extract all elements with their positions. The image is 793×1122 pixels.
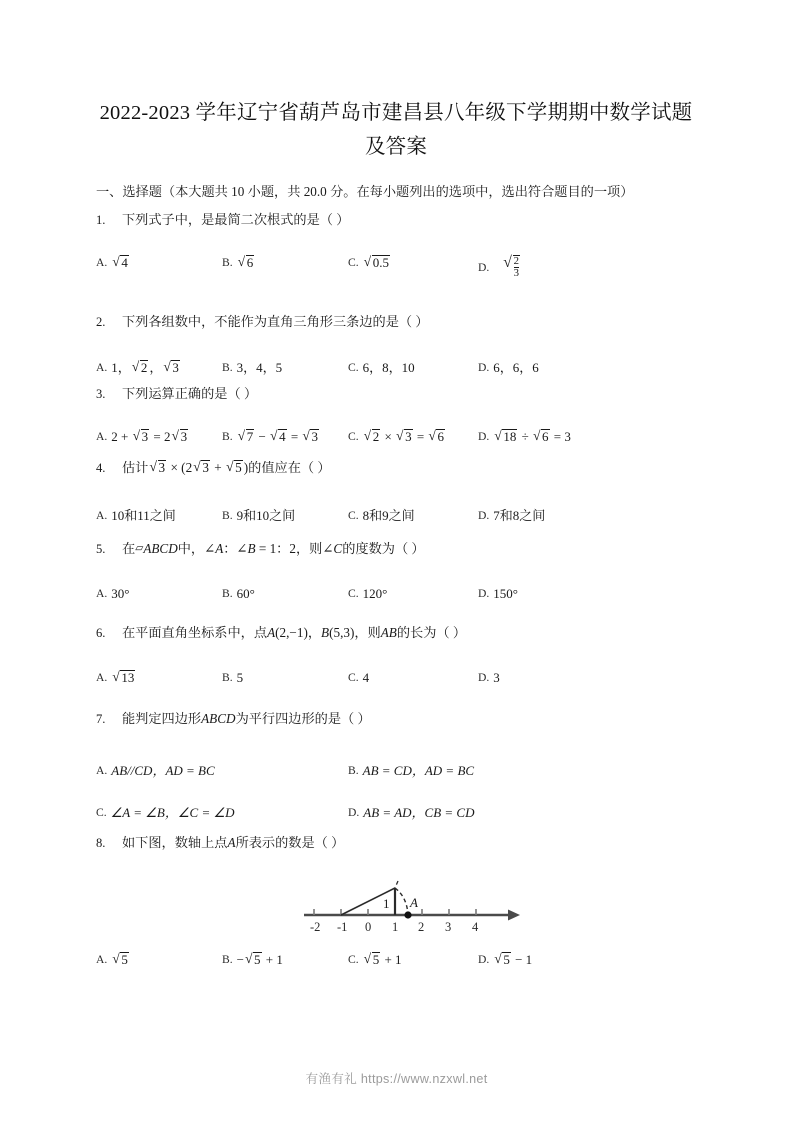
option-label: B. [222,361,233,374]
section-heading: 一、选择题（本大题共 10 小题，共 20.0 分。在每小题列出的选项中，选出符合题目的一项） [96,184,634,199]
question-4-text: 估计 √ 3 × (2 √ 3 + √ 5 )的值应在（ ） [122,460,331,475]
option-value: √ 2 × √ 3 = √ 6 [363,429,446,444]
option-value: 120° [362,586,388,601]
question-3-option-c[interactable] [348,429,446,445]
option-label: C. [348,256,359,269]
option-value: 8和9之间 [362,508,415,523]
question-7-options-row2 [96,802,726,832]
question-5 [96,538,726,616]
option-label: A. [96,430,108,443]
option-label: D. [478,671,490,684]
question-6-options [96,670,726,700]
option-label: A. [96,953,108,966]
option-value: 6，8，10 [362,360,415,375]
question-1-stem [96,209,726,231]
option-label: B. [222,953,233,966]
option-value: 9和10之间 [236,508,296,523]
question-8 [96,832,726,854]
question-1 [96,209,726,285]
option-value: √ 18 ÷ √ 6 = 3 [493,429,571,444]
option-label: C. [348,430,359,443]
question-5-option-d[interactable] [478,586,518,602]
option-label: A. [96,256,108,269]
question-4-options [96,505,726,535]
option-value: AB//CD，AD = BC [111,763,215,778]
option-label: A. [96,671,108,684]
question-8-option-c[interactable] [348,952,402,968]
question-3-number: 3. [96,387,106,401]
question-2-option-c[interactable] [348,357,415,376]
question-7-option-b[interactable] [348,760,474,779]
option-value: 3，4，5 [236,360,283,375]
option-value: 150° [493,586,518,601]
question-6-stem [96,622,726,644]
question-6 [96,622,726,700]
option-label: B. [222,430,233,443]
page-title-line2: 及答案 [364,136,428,158]
question-8-option-a[interactable] [96,952,130,968]
question-8-option-b[interactable] [222,952,283,968]
fraction: √ $\frac{2}{3}$ [513,255,519,280]
option-label: C. [96,806,107,819]
option-label: D. [478,361,490,374]
question-7 [96,708,726,832]
question-5-option-c[interactable] [348,586,387,602]
option-label: D. [478,260,490,274]
parallelogram-icon: ▱ [135,543,144,555]
question-1-number: 1. [96,213,106,227]
tick-label-4: 4 [472,920,479,934]
question-4 [96,457,726,535]
option-value: 1， √ 2 ， √ 3 [111,360,181,375]
option-label: B. [222,256,233,269]
question-8-number: 8. [96,836,106,850]
question-7-number: 7. [96,712,106,726]
question-6-option-b[interactable] [222,670,243,686]
option-label: A. [96,361,108,374]
question-1-text: 下列式子中，是最简二次根式的是（ ） [122,212,350,227]
question-7-option-d[interactable] [348,802,474,821]
question-3-option-d[interactable] [478,429,571,445]
option-label: A. [96,509,108,522]
question-7-option-c[interactable] [96,802,235,821]
tick-label--1: -1 [337,920,348,934]
option-label: C. [348,587,359,600]
option-value: 6，6，6 [493,360,539,375]
number-line-svg [96,855,726,945]
radical-icon: √ 4 [112,255,129,271]
question-7-stem [96,708,726,730]
question-2-stem [96,311,726,333]
number-line-figure [96,855,726,945]
option-label: D. [478,509,490,522]
option-value: 4 [362,670,370,685]
option-value: 10和11之间 [111,508,176,523]
question-2-text: 下列各组数中，不能作为直角三角形三条边的是（ ） [122,314,429,329]
option-value: 30° [111,586,130,601]
question-5-option-b[interactable] [222,586,255,602]
page-title-line1: 2022-2023 学年辽宁省葫芦岛市建昌县八年级下学期期中数学试题 [99,102,693,124]
option-value: 3 [493,670,500,685]
question-3-option-b[interactable] [222,429,320,445]
question-1-options [96,255,726,285]
footer-brand: 有渔有礼 [305,1072,358,1086]
question-7-option-a[interactable] [96,760,215,779]
option-label: D. [348,806,360,819]
option-label: D. [478,430,490,443]
option-label: C. [348,953,359,966]
tick-label-0: 0 [365,920,372,934]
question-5-stem [96,538,726,560]
question-8-option-d[interactable] [478,952,532,968]
question-2 [96,311,726,387]
question-1-option-b[interactable] [222,255,255,271]
option-value: − √ 5 + 1 [237,952,283,967]
axis-arrow-icon [508,910,520,921]
tick-label-2: 2 [418,920,425,934]
question-2-option-a[interactable] [96,357,181,376]
question-3-options [96,429,726,459]
question-3 [96,383,726,459]
page-title [96,96,696,164]
question-1-option-a[interactable] [96,255,130,271]
question-1-option-c[interactable] [348,255,391,271]
option-value: 7和8之间 [493,508,546,523]
tick-label-3: 3 [445,920,452,934]
radical-icon [503,255,520,280]
question-4-option-d[interactable] [478,505,545,524]
question-5-options [96,586,726,616]
question-4-option-a[interactable] [96,505,176,524]
radical-icon: √ 5 [112,952,129,968]
question-5-text: 在▱ABCD中，∠A：∠B = 1：2，则∠C的度数为（ ） [122,541,425,556]
option-value: √ 7 − √ 4 = √ 3 [237,429,320,444]
point-a-marker [404,911,411,918]
arc-extension [395,881,398,888]
option-label: C. [348,671,359,684]
question-6-option-c[interactable] [348,670,369,686]
tick-label--2: -2 [310,920,321,934]
option-label: A. [96,764,108,777]
option-label: B. [222,671,233,684]
rotation-arc [395,888,408,915]
footer-watermark [0,1068,793,1087]
footer-url: https://www.nzxwl.net [360,1072,488,1086]
tick-label-1: 1 [392,920,399,934]
question-3-option-a[interactable] [96,429,189,445]
question-3-text: 下列运算正确的是（ ） [122,386,258,401]
option-label: B. [222,509,233,522]
question-5-number: 5. [96,542,106,556]
option-label: C. [348,509,359,522]
question-6-option-d[interactable] [478,670,500,686]
question-5-option-a[interactable] [96,586,129,602]
option-label: B. [222,587,233,600]
option-label: A. [96,587,108,600]
question-7-text: 能判定四边形ABCD为平行四边形的是（ ） [122,711,371,726]
radical-icon: √ 13 [112,670,135,686]
question-7-options-row1 [96,760,726,802]
question-3-stem [96,383,726,405]
question-8-stem [96,832,726,854]
question-1-option-d[interactable] [478,255,521,280]
option-value: AB = CD，AD = BC [362,763,475,778]
question-4-option-b[interactable] [222,505,295,524]
question-4-option-c[interactable] [348,505,415,524]
point-a-label: A [410,895,418,910]
option-value: √ 5 + 1 [363,952,402,967]
option-value: ∠A = ∠B，∠C = ∠D [110,805,235,820]
radical-icon: √ 0.5 [364,255,390,271]
option-label: B. [348,764,359,777]
radical-icon: √ 6 [238,255,255,271]
question-6-option-a[interactable] [96,670,136,686]
question-4-number: 4. [96,461,106,475]
question-2-option-b[interactable] [222,357,282,376]
option-value: 2 + √ 3 = 2 √ 3 [111,429,189,444]
option-label: D. [478,953,490,966]
question-4-stem [96,457,726,479]
leg-length-label: 1 [383,896,390,911]
option-value: 5 [236,670,244,685]
option-label: D. [478,587,490,600]
option-label: C. [348,361,359,374]
question-6-text: 在平面直角坐标系中，点A(2,−1)，B(5,3)，则AB的长为（ ） [122,625,467,640]
option-value: 60° [236,586,255,601]
option-value: √ 5 − 1 [493,952,532,967]
option-value: AB = AD，CB = CD [363,805,475,820]
question-8-text: 如下图，数轴上点A所表示的数是（ ） [122,835,345,850]
question-6-number: 6. [96,626,106,640]
question-2-option-d[interactable] [478,357,539,376]
question-8-options [96,952,726,982]
question-2-number: 2. [96,315,106,329]
